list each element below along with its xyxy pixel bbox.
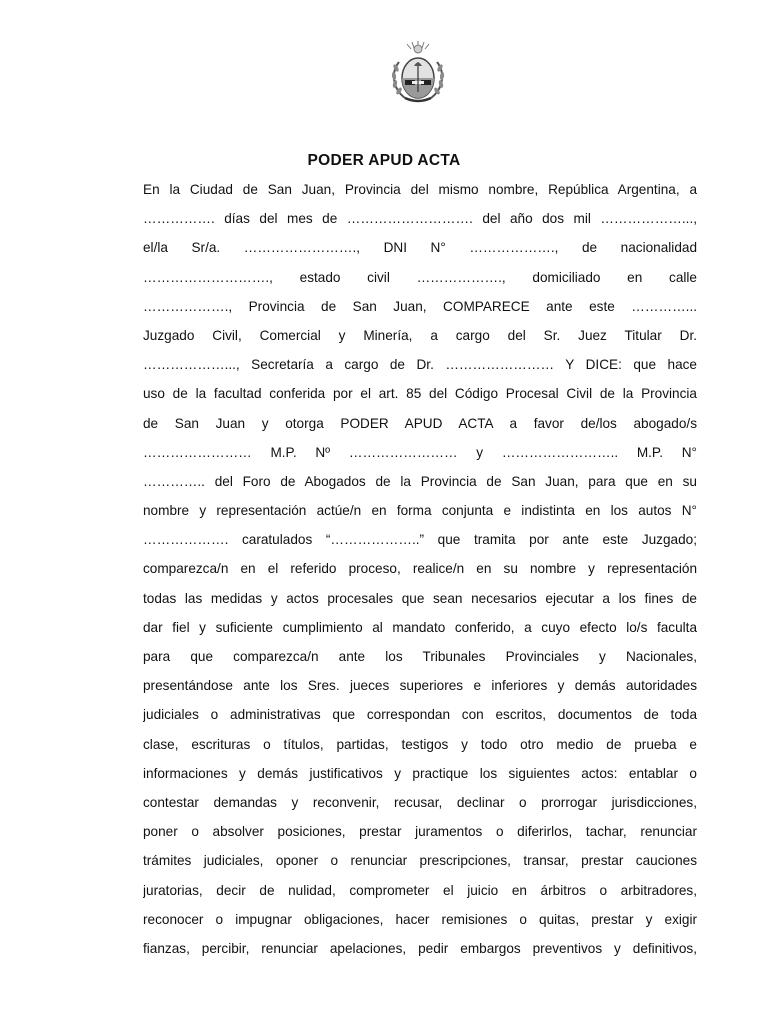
body-line: juratorias, decir de nulidad, comprometer el juicio en árbitros o arbitradores, (143, 882, 697, 898)
body-line: ……………. días del mes de ………………………. del año dos mil ………………..., (143, 211, 697, 227)
body-line: reconocer o impugnar obligaciones, hacer remisiones o quitas, prestar y exigir (143, 911, 697, 927)
body-line: presentándose ante los Sres. jueces superiores e inferiores y demás autoridades (143, 678, 697, 694)
body-line: En la Ciudad de San Juan, Provincia del mismo nombre, República Argentina, a (143, 182, 697, 197)
body-line: judiciales o administrativas que correspondan con escritos, documentos de toda (143, 707, 697, 723)
body-line: todas las medidas y actos procesales que sean necesarios ejecutar a los fines de (143, 590, 697, 606)
body-line: fianzas, percibir, renunciar apelaciones, pedir embargos preventivos y definitivos, (143, 940, 697, 956)
body-line: ………………., Provincia de San Juan, COMPARECE ante este …………... (143, 298, 697, 314)
body-line: para que comparezca/n ante los Tribunales Provinciales y Nacionales, (143, 649, 697, 664)
body-line: ………………. caratulados “………………..” que tramita por ante este Juzgado; (143, 532, 697, 548)
document-title: PODER APUD ACTA (307, 152, 461, 169)
body-line: ………….. del Foro de Abogados de la Provincia de San Juan, para que en su (143, 473, 697, 489)
body-line: informaciones y demás justificativos y practique los siguientes actos: entablar o (143, 765, 697, 781)
body-line: clase, escrituras o títulos, partidas, testigos y todo otro medio de prueba e (143, 736, 697, 752)
body-line: de San Juan y otorga PODER APUD ACTA a favor de/los abogado/s (143, 415, 697, 431)
body-line: trámites judiciales, oponer o renunciar prescripciones, transar, prestar cauciones (143, 853, 697, 869)
document-body (143, 179, 697, 967)
body-line: comparezca/n en el referido proceso, realice/n en su nombre y representación (143, 561, 697, 577)
body-line: el/la Sr/a. ……………………., DNI N° ………………., de nacionalidad (143, 240, 697, 256)
body-line: …………………… M.P. Nº …………………… y …………………….. M.P. N° (143, 444, 697, 460)
body-line: contestar demandas y reconvenir, recusar, declinar o prorrogar jurisdicciones, (143, 794, 697, 810)
body-line: poner o absolver posiciones, prestar juramentos o diferirlos, tachar, renunciar (143, 824, 697, 840)
body-line: ………………………., estado civil ………………., domiciliado en calle (143, 269, 697, 285)
body-line: ………………..., Secretaría a cargo de Dr. …………………… Y DICE: que hace (143, 357, 697, 373)
body-line: Juzgado Civil, Comercial y Minería, a cargo del Sr. Juez Titular Dr. (143, 327, 697, 343)
body-line: nombre y representación actúe/n en forma conjunta e indistinta en los autos N° (143, 503, 697, 519)
coat-of-arms-icon (385, 40, 451, 106)
body-line: dar fiel y suficiente cumplimiento al mandato conferido, a cuyo efecto lo/s faculta (143, 619, 697, 635)
body-line: uso de la facultad conferida por el art. 85 del Código Procesal Civil de la Provincia (143, 386, 697, 402)
